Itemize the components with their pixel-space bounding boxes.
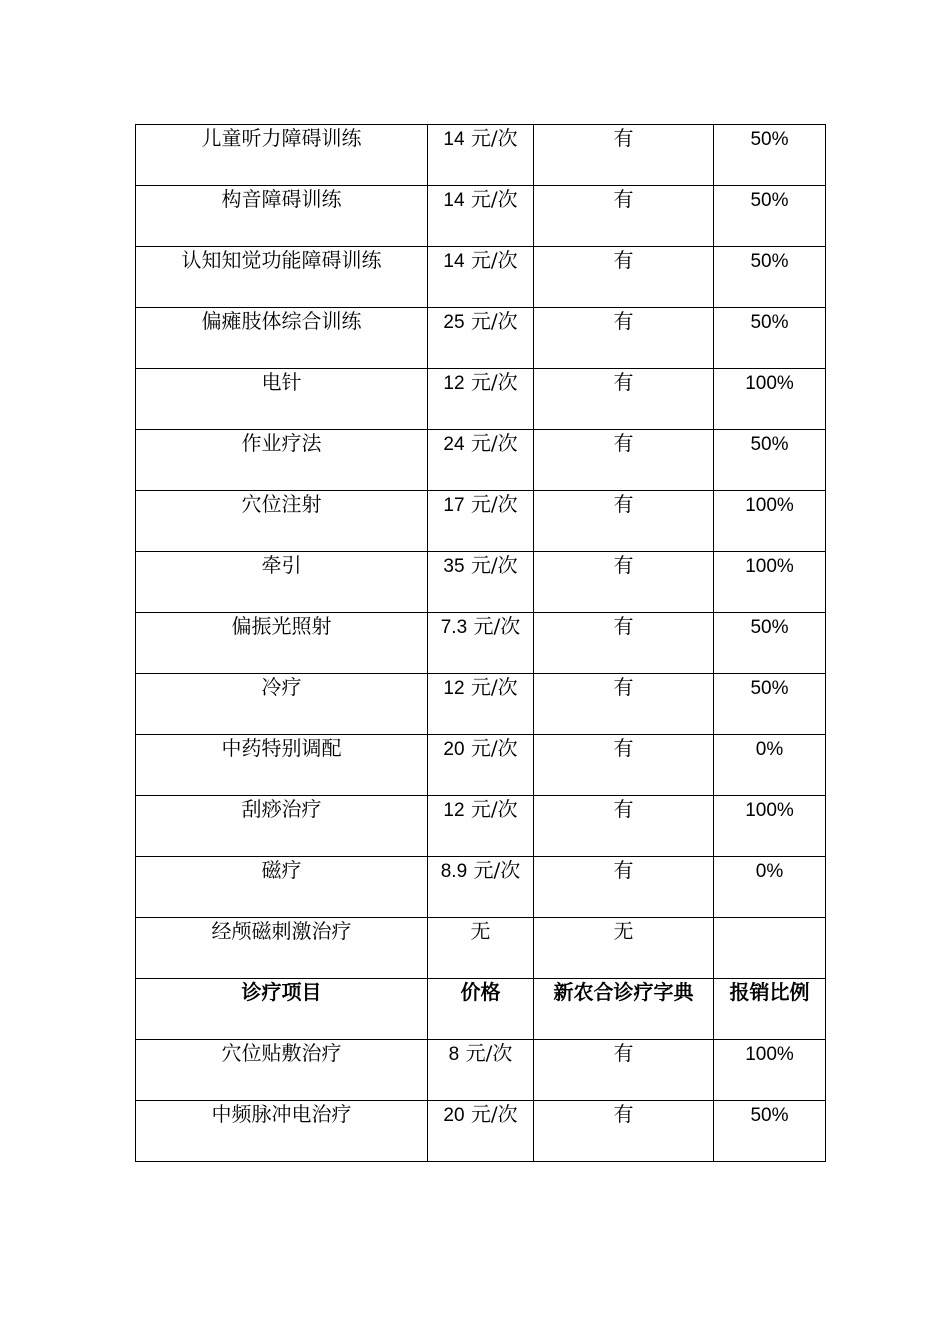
price-number: 14 <box>443 129 465 150</box>
price-number: 35 <box>443 556 465 577</box>
price-cell <box>428 430 534 491</box>
dictionary-cell: 有 <box>534 430 714 491</box>
ratio-value: 50% <box>750 1105 789 1126</box>
header-item: 诊疗项目 <box>136 979 428 1040</box>
price-cell <box>428 857 534 918</box>
table-row <box>136 735 826 796</box>
price-number: 14 <box>443 251 465 272</box>
table-row <box>136 796 826 857</box>
price-unit: 元/次 <box>470 370 518 394</box>
item-name-cell: 刮痧治疗 <box>136 796 428 857</box>
price-cell <box>428 552 534 613</box>
reimbursement-ratio-cell <box>714 125 826 186</box>
dictionary-cell: 无 <box>534 918 714 979</box>
price-cell <box>428 1040 534 1101</box>
price-number: 20 <box>443 1105 465 1126</box>
item-name-cell: 偏振光照射 <box>136 613 428 674</box>
dictionary-cell: 有 <box>534 735 714 796</box>
table-row <box>136 552 826 613</box>
reimbursement-ratio-cell <box>714 491 826 552</box>
table-row <box>136 186 826 247</box>
price-number: 25 <box>443 312 465 333</box>
reimbursement-ratio-cell <box>714 796 826 857</box>
price-table <box>135 124 826 1162</box>
price-cell <box>428 735 534 796</box>
price-cell <box>428 186 534 247</box>
price-cell <box>428 369 534 430</box>
dictionary-cell: 有 <box>534 125 714 186</box>
price-table-body <box>136 125 826 1162</box>
table-row <box>136 491 826 552</box>
item-name-cell: 穴位贴敷治疗 <box>136 1040 428 1101</box>
dictionary-cell: 有 <box>534 308 714 369</box>
price-cell <box>428 674 534 735</box>
price-cell <box>428 308 534 369</box>
header-dictionary: 新农合诊疗字典 <box>534 979 714 1040</box>
price-unit: 元/次 <box>470 187 518 211</box>
price-cell <box>428 613 534 674</box>
price-unit: 元/次 <box>470 126 518 150</box>
price-number: 12 <box>443 373 465 394</box>
item-name-cell: 牵引 <box>136 552 428 613</box>
dictionary-cell: 有 <box>534 186 714 247</box>
dictionary-cell: 有 <box>534 674 714 735</box>
header-price: 价格 <box>428 979 534 1040</box>
price-number: 17 <box>443 495 465 516</box>
item-name-cell: 认知知觉功能障碍训练 <box>136 247 428 308</box>
price-unit: 元/次 <box>470 736 518 760</box>
price-unit: 元/次 <box>470 797 518 821</box>
table-row <box>136 613 826 674</box>
item-name-cell: 磁疗 <box>136 857 428 918</box>
price-cell <box>428 491 534 552</box>
price-number: 14 <box>443 190 465 211</box>
reimbursement-ratio-cell <box>714 1101 826 1162</box>
price-number: 20 <box>443 739 465 760</box>
reimbursement-ratio-cell <box>714 247 826 308</box>
reimbursement-ratio-cell <box>714 613 826 674</box>
dictionary-cell: 有 <box>534 857 714 918</box>
price-unit: 元/次 <box>470 553 518 577</box>
reimbursement-ratio-cell <box>714 430 826 491</box>
ratio-value: 50% <box>750 312 789 333</box>
item-name-cell: 冷疗 <box>136 674 428 735</box>
reimbursement-ratio-cell <box>714 186 826 247</box>
reimbursement-ratio-cell <box>714 918 826 979</box>
price-cell <box>428 247 534 308</box>
ratio-value: 100% <box>745 556 794 577</box>
dictionary-cell: 有 <box>534 247 714 308</box>
ratio-value: 100% <box>745 800 794 821</box>
ratio-value: 50% <box>750 434 789 455</box>
item-name-cell: 中药特别调配 <box>136 735 428 796</box>
dictionary-cell: 有 <box>534 1101 714 1162</box>
ratio-value: 50% <box>750 129 789 150</box>
price-number: 12 <box>443 800 465 821</box>
table-row <box>136 918 826 979</box>
price-unit: 元/次 <box>470 431 518 455</box>
dictionary-cell: 有 <box>534 1040 714 1101</box>
item-name-cell: 作业疗法 <box>136 430 428 491</box>
table-row <box>136 125 826 186</box>
price-unit: 无 <box>470 919 491 943</box>
price-cell <box>428 1101 534 1162</box>
price-unit: 元/次 <box>470 675 518 699</box>
item-name-cell: 穴位注射 <box>136 491 428 552</box>
reimbursement-ratio-cell <box>714 308 826 369</box>
price-cell <box>428 125 534 186</box>
price-unit: 元/次 <box>465 1041 513 1065</box>
reimbursement-ratio-cell <box>714 674 826 735</box>
item-name-cell: 中频脉冲电治疗 <box>136 1101 428 1162</box>
reimbursement-ratio-cell <box>714 735 826 796</box>
dictionary-cell: 有 <box>534 491 714 552</box>
table-row <box>136 857 826 918</box>
ratio-value: 0% <box>755 739 784 760</box>
ratio-value: 100% <box>745 373 794 394</box>
reimbursement-ratio-cell <box>714 857 826 918</box>
price-unit: 元/次 <box>473 858 521 882</box>
item-name-cell: 儿童听力障碍训练 <box>136 125 428 186</box>
item-name-cell: 经颅磁刺激治疗 <box>136 918 428 979</box>
table-row <box>136 430 826 491</box>
dictionary-cell: 有 <box>534 552 714 613</box>
price-cell <box>428 796 534 857</box>
price-number: 7.3 <box>440 617 468 638</box>
item-name-cell: 构音障碍训练 <box>136 186 428 247</box>
price-number: 12 <box>443 678 465 699</box>
ratio-value: 50% <box>750 617 789 638</box>
ratio-value: 50% <box>750 251 789 272</box>
dictionary-cell: 有 <box>534 613 714 674</box>
table-row <box>136 369 826 430</box>
reimbursement-ratio-cell <box>714 1040 826 1101</box>
table-row <box>136 674 826 735</box>
price-number: 24 <box>443 434 465 455</box>
reimbursement-ratio-cell <box>714 369 826 430</box>
price-number: 8 <box>448 1044 460 1065</box>
price-unit: 元/次 <box>470 1102 518 1126</box>
table-header-row <box>136 979 826 1040</box>
price-unit: 元/次 <box>470 492 518 516</box>
table-row <box>136 1101 826 1162</box>
ratio-value: 100% <box>745 1044 794 1065</box>
item-name-cell: 电针 <box>136 369 428 430</box>
price-unit: 元/次 <box>470 309 518 333</box>
ratio-value: 50% <box>750 190 789 211</box>
item-name-cell: 偏瘫肢体综合训练 <box>136 308 428 369</box>
dictionary-cell: 有 <box>534 369 714 430</box>
price-unit: 元/次 <box>470 248 518 272</box>
table-row <box>136 308 826 369</box>
ratio-value: 0% <box>755 861 784 882</box>
price-cell <box>428 918 534 979</box>
ratio-value: 50% <box>750 678 789 699</box>
reimbursement-ratio-cell <box>714 552 826 613</box>
dictionary-cell: 有 <box>534 796 714 857</box>
price-unit: 元/次 <box>473 614 521 638</box>
price-number: 8.9 <box>440 861 468 882</box>
table-row <box>136 247 826 308</box>
ratio-value: 100% <box>745 495 794 516</box>
table-row <box>136 1040 826 1101</box>
header-ratio: 报销比例 <box>714 979 826 1040</box>
